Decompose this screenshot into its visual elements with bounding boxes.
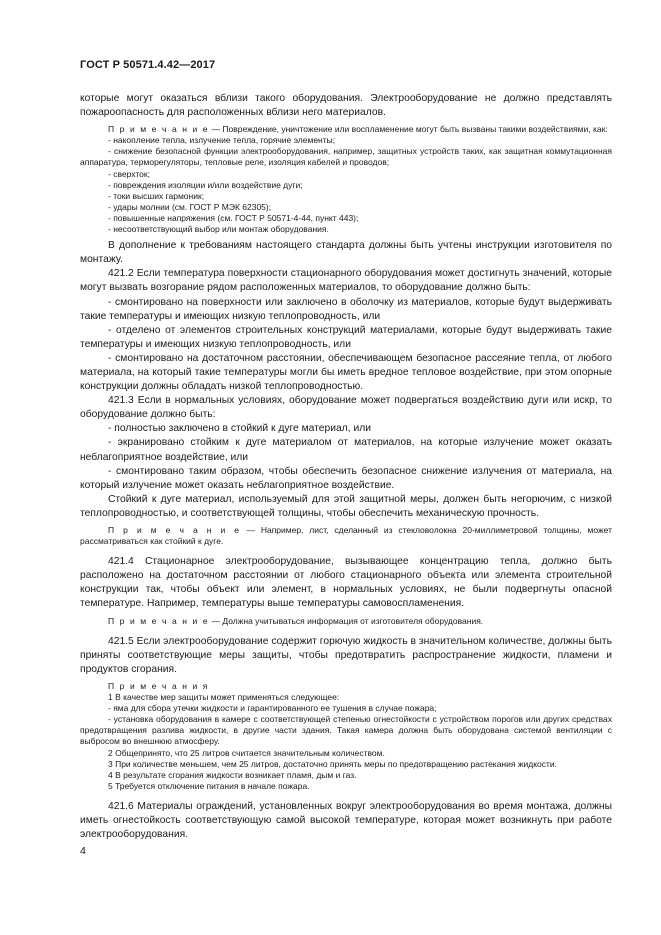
paragraph-text: которые могут оказаться вблизи такого оборудования. Электрооборудование не должно представлять пожароопасность для расположенных вблизи него материалов.	[80, 93, 612, 119]
paragraph-text: — Должна учитываться информация от изготовителя оборудования.	[209, 615, 484, 626]
page-number: 4	[80, 845, 86, 857]
paragraph-text: - накопление тепла, излучение тепла, горячие элементы;	[108, 135, 336, 146]
paragraph-text: — Например, лист, сделанный из стекловолокна 20-миллиметровой толщины, может рассматриваться как стойкий к дуге.	[80, 525, 612, 547]
paragraph-text: - сверхток;	[108, 168, 150, 179]
paragraph-text: 5 Требуется отключение питания в начале пожара.	[108, 780, 310, 791]
paragraph-text: 4 В результате сгорания жидкости возникает пламя, дым и газ.	[108, 769, 357, 780]
paragraph-text: - несоответствующий выбор или монтаж оборудования.	[108, 224, 329, 235]
note-paragraph	[80, 781, 612, 792]
note-paragraph	[80, 135, 612, 146]
body-paragraph	[80, 92, 612, 120]
note-label: П р и м е ч а н и е	[108, 615, 210, 626]
document-body	[80, 92, 612, 842]
note-paragraph	[80, 180, 612, 191]
note-paragraph	[80, 224, 612, 235]
paragraph-text: 421.5 Если электрооборудование содержит горючую жидкость в значительном количестве, должны быть приняты соответствующие меры защиты, чтобы предотвратить распространение жидкости, пламени и продуктов сгорания.	[80, 635, 612, 675]
body-paragraph	[80, 296, 612, 324]
body-paragraph	[80, 493, 612, 521]
note-paragraph	[80, 748, 612, 759]
paragraph-text: Стойкий к дуге материал, используемый для этой защитной меры, должен быть негорючим, с низкой теплопроводностью, и соответствующей толщины, чтобы обеспечить механическую прочность.	[80, 493, 612, 519]
body-paragraph	[80, 394, 612, 422]
note-label: П р и м е ч а н и е	[108, 124, 210, 135]
note-paragraph	[80, 714, 612, 747]
body-paragraph	[80, 239, 612, 267]
body-paragraph	[80, 555, 612, 611]
paragraph-text: - повышенные напряжения (см. ГОСТ Р 50571-4-44, пункт 443);	[108, 212, 359, 223]
note-paragraph	[80, 124, 612, 135]
paragraph-text: - полностью заключено в стойкий к дуге материал, или	[108, 423, 371, 435]
note-paragraph	[80, 146, 612, 168]
note-paragraph	[80, 202, 612, 213]
body-paragraph	[80, 422, 612, 436]
note-paragraph	[80, 525, 612, 547]
paragraph-text: - токи высших гармоник;	[108, 190, 205, 201]
note-paragraph	[80, 692, 612, 703]
note-label: П р и м е ч а н и я	[108, 680, 210, 691]
paragraph-text: В дополнение к требованиям настоящего стандарта должны быть учтены инструкции изготовителя по монтажу.	[80, 240, 612, 266]
paragraph-text: - снижение безопасной функции электрооборудования, например, защитных устройств таких, как защитная коммутационная аппаратура, терморегуляторы, тепловые реле, изоляция кабелей и проводов;	[80, 146, 612, 168]
paragraph-text: - установка оборудования в камере с соответствующей степенью огнестойкости с устройством порогов или других средствах предотвращения разлива жидкости, в другие части здания. Такая камера должна быть оборудована системой вентиляции с выбросом во внешнюю атмосферу.	[80, 714, 612, 747]
note-paragraph	[80, 759, 612, 770]
paragraph-text: 1 В качестве мер защиты может применяться следующее:	[108, 692, 340, 703]
paragraph-text: 421.4 Стационарное электрооборудование, вызывающее концентрацию тепла, должно быть расположено на достаточном расстоянии от любого стационарного объекта или элемента строительной конструкции так, чтобы объект или элемент, в нормальных условиях, не были подвергнуты опасной температуре. Например, температуры выше температуры самовоспламенения.	[80, 556, 612, 610]
body-paragraph	[80, 465, 612, 493]
body-paragraph	[80, 436, 612, 464]
note-paragraph	[80, 681, 612, 692]
body-paragraph	[80, 324, 612, 352]
paragraph-text: 421.3 Если в нормальных условиях, оборудование может подвергаться воздействию дуги или искр, то оборудование должно быть:	[80, 395, 612, 421]
paragraph-text: 3 При количестве меньшем, чем 25 литров, достаточно принять меры по предотвращению растекания жидкости.	[108, 758, 558, 769]
note-paragraph	[80, 616, 612, 627]
body-paragraph	[80, 800, 612, 842]
note-paragraph	[80, 213, 612, 224]
note-label: П р и м е ч а н и е	[108, 525, 241, 535]
body-paragraph	[80, 352, 612, 394]
note-paragraph	[80, 191, 612, 202]
body-paragraph	[80, 267, 612, 295]
paragraph-text: 421.6 Материалы ограждений, установленных вокруг электрооборудования во время монтажа, должны иметь огнестойкость соответствующую самой высокой температуре, которая может возникнуть при работе электрооборудования.	[80, 800, 612, 841]
note-paragraph	[80, 703, 612, 714]
paragraph-text: - отделено от элементов строительных конструкций материалами, которые будут выдерживать такие температуры и имеющих низкую теплопроводность, или	[80, 324, 612, 350]
paragraph-text: - яма для сбора утечки жидкости и гарантированного ее тушения в случае пожара;	[108, 703, 437, 714]
note-paragraph	[80, 770, 612, 781]
paragraph-text: - экранировано стойким к дуге материалом от материалов, на которые излучение может оказать неблагоприятное воздействие, или	[80, 437, 612, 463]
document-header: ГОСТ Р 50571.4.42—2017	[80, 59, 216, 71]
paragraph-text: — Повреждение, уничтожение или воспламенение могут быть вызваны такими воздействиями, как:	[209, 124, 608, 135]
paragraph-text: - повреждения изоляции и/или воздействие дуги;	[108, 179, 303, 190]
paragraph-text: - удары молнии (см. ГОСТ Р МЭК 62305);	[108, 201, 272, 212]
body-paragraph	[80, 635, 612, 677]
paragraph-text: - смонтировано таким образом, чтобы обеспечить безопасное снижение излучения от материала, на который излучение может оказать неблагоприятное воздействие.	[80, 465, 612, 491]
paragraph-text: - смонтировано на достаточном расстоянии, обеспечивающем безопасное рассеяние тепла, от любого материала, на который такие температуры могли бы иметь вредное тепловое воздействие, при этом опорные конструкции должны обладать низкой теплопроводностью.	[80, 352, 612, 393]
paragraph-text: 421.2 Если температура поверхности стационарного оборудования может достигнуть значений, которые могут вызвать возгорание рядом расположенных материалов, то оборудование должно быть:	[80, 268, 612, 294]
note-paragraph	[80, 169, 612, 180]
paragraph-text: 2 Общепринято, что 25 литров считается значительным количеством.	[108, 747, 385, 758]
paragraph-text: - смонтировано на поверхности или заключено в оболочку из материалов, которые будут выдерживать такие температуры и имеющих низкую теплопроводность, или	[80, 296, 612, 322]
